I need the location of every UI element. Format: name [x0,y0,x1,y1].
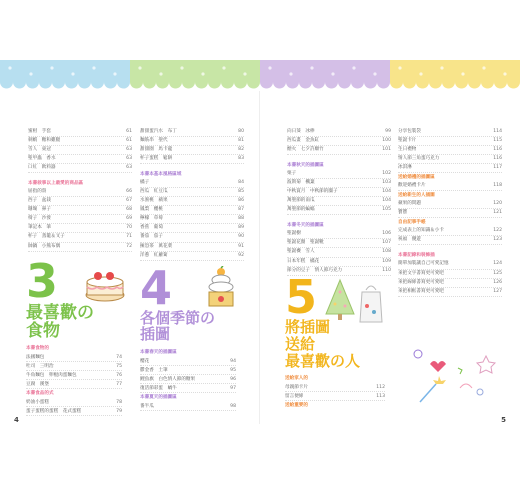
toc-entry[interactable] [26,407,122,416]
toc-entry[interactable] [398,155,502,164]
section-heading: 本書本基本風格區域 [140,172,182,178]
toc-entry-title: 杯子蛋糕 鬆餅 [140,156,173,162]
scallop-dot [201,72,204,75]
toc-entry[interactable] [28,137,132,146]
toc-entry-page: 114 [493,129,502,134]
toc-entry[interactable] [287,248,391,257]
toc-entry-title: 情人節三角蛋巧克力 [398,156,440,162]
toc-entry[interactable] [28,215,132,224]
toc-entry-page: 100 [382,138,391,144]
toc-entry[interactable] [140,224,244,233]
toc-entry-title: 麵筋串 聖代 [140,138,168,144]
section-heading: 送給新生的人插圖 [398,193,435,199]
toc-entry[interactable] [287,137,391,146]
toc-entry-page: 94 [230,358,236,364]
toc-entry[interactable] [140,243,244,252]
toc-entry[interactable] [140,137,244,146]
toc-entry-title: 杯子 蒸籠＆叉子 [28,234,65,240]
toc-entry-page: 79 [116,408,122,414]
toc-entry[interactable] [26,398,122,407]
toc-entry[interactable] [398,209,502,218]
toc-entry[interactable] [398,137,502,146]
toc-entry-page: 81 [238,138,244,144]
kagami-mochi-illustration [204,266,238,310]
toc-entry-page: 113 [376,393,385,399]
toc-entry[interactable] [287,170,391,179]
chapter-title-line2: 食物 [26,321,60,341]
toc-entry-title: 水蜜桃 蘋果 [140,198,168,204]
scallop-bump [481,76,494,89]
toc-entry[interactable] [140,366,236,375]
toc-entry-title: 橘子 [140,180,150,186]
toc-entry[interactable] [140,188,244,197]
scallop-dot [398,66,401,69]
scallop-band [0,60,520,100]
scallop-dot [461,72,464,75]
toc-entry-page: 89 [238,225,244,231]
scallop-bump [104,76,117,89]
toc-entry-page: 123 [493,237,502,243]
toc-entry-page: 104 [382,189,391,195]
scallop-bump [364,76,377,89]
toc-entry-title: 西瓜畫 金魚缸 [287,138,320,144]
scallop-dot [222,66,225,69]
section-heading: 本書春天的插圖區 [140,350,177,355]
toc-entry-page: 66 [126,189,132,195]
toc-entry-page: 74 [116,354,122,360]
toc-entry[interactable] [140,402,236,411]
section-heading: 本書冬天的插圖區 [287,223,324,229]
section-heading: 送給重要的 [285,403,308,409]
toc-entry-title: 波斯菊 楓葉 [287,180,315,186]
toc-entry-title: 日本年糕 橘花 [287,258,320,264]
scallop-dot [419,72,422,75]
scallop-bump [312,76,325,89]
scallop-dot [243,72,246,75]
toc-entry-title: 聖誕花圈 聖誕靴 [287,240,324,246]
toc-entry[interactable] [287,230,391,239]
scallop-dot [331,72,334,75]
toc-entry-page: 116 [493,156,502,162]
toc-entry[interactable] [26,353,122,362]
scallop-bump [429,76,442,89]
page-number-right: 5 [501,416,506,424]
toc-entry-page: 115 [493,138,502,144]
toc-entry-page: 82 [238,147,244,153]
toc-entry[interactable] [140,233,244,242]
toc-entry-page: 97 [230,385,236,391]
toc-entry-page: 61 [126,138,132,144]
chapter-title-line2: 插圖 [140,325,171,343]
toc-entry-page: 107 [382,240,391,246]
toc-entry-title: 母親節卡片 [285,385,308,391]
section-heading: 本書食物的 [26,346,49,351]
toc-entry-title: 刺蝟 糖和雞腿 [28,138,61,144]
toc-entry-page: 102 [382,171,391,177]
scallop-bump [182,76,195,89]
scallop-bump [13,76,26,89]
toc-entry-title: 蛋子蛋糕的蛋糕 花式蛋糕 [26,409,82,415]
scallop-dot [138,66,141,69]
toc-entry-title: 萬聖節的南瓜 [287,198,315,204]
scallop-bump [169,76,182,89]
toc-entry[interactable] [287,179,391,188]
chapter-number: 3 [26,254,59,308]
toc-entry-title: 向日葵 冰棒 [287,129,315,134]
toc-entry[interactable] [140,146,244,155]
toc-entry-title: 完成表上的知識＆小卡 [398,228,444,234]
toc-entry[interactable] [287,128,391,137]
scallop-dot [352,66,355,69]
scallop-bump [416,76,429,89]
toc-entry[interactable] [140,357,236,366]
scallop-bump [338,76,351,89]
scallop-bump [52,76,65,89]
toc-entry-page: 78 [116,399,122,405]
toc-entry-page: 112 [376,384,385,390]
section-heading: 本書敘事以上最愛的商品區 [28,181,84,187]
toc-entry-title: 歡迎婚禮卡片 [398,183,426,189]
toc-entry-page: 86 [238,198,244,204]
toc-entry[interactable] [28,243,132,252]
scallop-dot [310,66,313,69]
toc-entry-page: 67 [126,198,132,204]
toc-entry[interactable] [26,371,122,380]
toc-entry[interactable] [398,128,502,137]
scallop-bump [403,76,416,89]
scallop-bump [507,76,520,89]
toc-entry[interactable] [398,182,502,191]
toc-entry-title: 來把相框書寫更可愛吧 [398,288,444,294]
toc-entry[interactable] [398,279,502,288]
page-number-left: 4 [14,416,19,424]
scallop-bump [65,76,78,89]
toc-entry-title: 帥鍋 小熊布偶 [28,243,61,249]
toc-entry-page: 98 [230,403,236,409]
toc-column-3 [287,128,391,276]
toc-entry-title: 留言便條 [285,394,304,400]
toc-entry[interactable] [140,128,244,137]
tree-and-giftbag-illustration [322,278,386,326]
toc-entry[interactable] [398,236,502,245]
toc-entry-title: 香蕉 葡萄 [140,225,163,231]
scallop-dot [289,72,292,75]
scallop-dot [50,66,53,69]
toc-entry-page: 71 [126,234,132,240]
toc-entry-title: 櫻花 [140,359,150,365]
toc-entry-title: 蘋果的問題 [398,201,421,207]
scallop-bump [468,76,481,89]
toc-entry[interactable] [140,384,236,393]
toc-entry[interactable] [398,146,502,155]
toc-entry-title: 冰淇淋 [398,165,412,171]
gutter-divider [259,91,260,424]
scallop-bump [221,76,234,89]
scallop-dot [373,72,376,75]
toc-entry-title: 珊瑚 鼻子 [28,207,51,213]
toc-entry-page: 69 [126,216,132,222]
toc-column-1 [28,128,132,252]
toc-entry-page: 76 [116,372,122,378]
toc-entry-page: 122 [493,228,502,234]
decorative-doodles [410,348,500,418]
chapter-title-line3: 最喜歡の人 [285,352,361,370]
toc-entry-page: 103 [382,180,391,186]
toc-entry-page: 127 [493,288,502,294]
scallop-dot [92,66,95,69]
toc-entry-title: 番茄 茄子 [140,234,163,240]
toc-entry-page: 109 [382,258,391,264]
toc-entry-title: 筆記本 筆 [28,225,51,231]
toc-entry[interactable] [398,260,502,269]
toc-entry-page: 101 [382,147,391,153]
toc-entry[interactable] [140,215,244,224]
toc-entry-title: 西瓜 紅豆瓜 [140,189,168,195]
toc-entry-title: 聖誕樹 [287,231,301,237]
toc-entry[interactable] [28,128,132,137]
toc-entry-page: 70 [126,225,132,231]
toc-entry-title: 簡單加裝讓自己可愛記憶 [398,261,449,267]
toc-entry[interactable] [285,383,385,392]
cake-illustration [84,268,126,304]
scallop-bump [325,76,338,89]
toc-entry-page: 117 [493,165,502,171]
chapter-title-line1: 最喜歡の [26,303,94,323]
toc-entry[interactable] [398,270,502,279]
toc-entry-page: 83 [238,156,244,162]
scallop-dot [440,66,443,69]
toc-entry-title: 聖甲蟲 香水 [28,156,56,162]
toc-column-2 [140,128,244,261]
toc-entry-page: 106 [382,231,391,237]
toc-entry-page: 99 [385,129,391,134]
toc-entry-page: 105 [382,207,391,213]
toc-entry-page: 68 [126,207,132,213]
scallop-bump [377,76,390,89]
scallop-bump [286,76,299,89]
scallop-bump [494,76,507,89]
toc-entry-page: 88 [238,216,244,222]
scallop-dot [113,72,116,75]
toc-entry-title: 煙火 七夕許願竹 [287,147,324,153]
toc-entry-page: 96 [230,376,236,382]
scallop-bump [39,76,52,89]
toc-entry[interactable] [28,188,132,197]
toc-entry-title: 椅子 沙發 [28,216,51,222]
section-heading: 本書秋天的插圖區 [287,163,324,169]
scallop-bump [442,76,455,89]
toc-entry-title: 吐司 三明治 [26,364,54,370]
toc-entry[interactable] [140,375,236,384]
toc-entry[interactable] [140,197,244,206]
scallop-dot [180,66,183,69]
toc-entry-title: 來把線條書寫更可愛吧 [398,279,444,285]
toc-entry-title: 生日禮物 [398,147,417,153]
toc-entry-page: 84 [238,180,244,186]
toc-entry-page: 108 [382,249,391,255]
toc-entry-title: 雪人 東冠 [28,147,51,153]
toc-entry-page: 63 [126,147,132,153]
scallop-bump [260,76,273,89]
toc-entry-page: 90 [238,234,244,240]
toc-entry-title: 祝福 優遊 [398,237,421,243]
toc-entry-page: 120 [493,201,502,207]
toc-entry-title: 鳳梨 櫻桃 [140,207,163,213]
toc-entry[interactable] [287,206,391,215]
scallop-dot [71,72,74,75]
toc-entry-title: 牛角麵包 卵棍肉蛋麵包 [26,373,77,379]
toc-entry-page: 95 [230,367,236,373]
toc-entry[interactable] [28,206,132,215]
toc-entry-page: 116 [493,147,502,153]
toc-entry-title: 檸檬 草莓 [140,216,163,222]
toc-entry[interactable] [285,392,385,401]
scallop-bump [156,76,169,89]
toc-entry[interactable] [287,146,391,155]
toc-entry-page: 63 [126,156,132,162]
scallop-bump [299,76,312,89]
toc-entry-page: 61 [126,129,132,134]
toc-entry[interactable] [398,200,502,209]
toc-entry-title: 奶油小蛋糕 [26,400,49,406]
toc-entry-page: 121 [493,210,502,216]
toc-entry[interactable] [140,252,244,261]
toc-entry[interactable] [140,179,244,188]
toc-entry[interactable] [287,258,391,267]
scallop-dot [29,72,32,75]
toc-entry[interactable] [26,362,122,371]
toc-entry-page: 110 [382,267,391,273]
scallop-bump [273,76,286,89]
toc-entry-title: 蜜柑 手套 [28,129,51,134]
scallop-dot [503,72,506,75]
scallop-bump [390,76,403,89]
scallop-bump [143,76,156,89]
toc-entry[interactable] [398,227,502,236]
toc-entry-title: 鯉魚旗 白色情人節的糖果 [140,377,196,383]
toc-entry-title: 聖誕襪 雪人 [287,249,315,255]
toc-entry-title: 復活節彩蛋 蝸牛 [140,386,177,392]
toc-entry-title: 屈指的殼 [28,189,47,195]
toc-entry-title: 洋蔥 紅蘿蔔 [140,252,168,258]
scallop-bump [455,76,468,89]
toc-entry-page: 77 [116,381,122,387]
toc-entry[interactable] [28,224,132,233]
toc-entry-page: 124 [493,261,502,267]
toc-entry-title: 萬聖節的蝙蝠 [287,207,315,213]
toc-entry-title: 鬱金香 土筆 [140,368,168,374]
toc-entry-page: 118 [493,183,502,189]
toc-entry-page: 63 [126,165,132,171]
toc-entry-title: 甜甜圈 馬卡龍 [140,147,173,153]
toc-entry-title: 寶寶 [398,210,408,216]
scallop-dot [8,66,11,69]
toc-entry[interactable] [140,155,244,164]
toc-entry-page: 75 [116,363,122,369]
toc-entry-title: 法國麵包 [26,355,45,361]
scallop-dot [159,72,162,75]
toc-entry-page: 72 [126,243,132,249]
scallop-bump [26,76,39,89]
toc-entry-page: 85 [238,189,244,195]
scallop-bump [91,76,104,89]
toc-entry[interactable] [28,197,132,206]
chapter-title-line2: 送給 [285,335,316,353]
section-heading: 送給家人的 [285,376,308,381]
toc-entry[interactable] [287,239,391,248]
scallop-bump [78,76,91,89]
section-heading: 自由記事手帳 [398,220,426,226]
toc-entry[interactable] [398,288,502,297]
toc-entry-page: 126 [493,279,502,285]
toc-entry-page: 125 [493,270,502,276]
chapter-title-line1: 各個季節の [140,309,216,327]
section-heading: 送給婚禮的插圖區 [398,175,435,181]
toc-entry-title: 來把文字書寫更可愛吧 [398,270,444,276]
scallop-dot [268,66,271,69]
toc-entry-title: 栗子 [287,171,297,177]
chapter-number: 5 [285,270,318,324]
toc-entry-page: 104 [382,198,391,204]
toc-entry-title: 甜甜蛋汽水 布丁 [140,129,177,134]
toc-entry-page: 80 [238,129,244,134]
toc-entry[interactable] [140,206,244,215]
toc-entry-title: 節分的豆子 情人節巧克力 [287,267,343,273]
toc-entry[interactable] [28,233,132,242]
toc-entry[interactable] [28,155,132,164]
scallop-bump [351,76,364,89]
toc-entry-title: 聖誕卡片 [398,138,417,144]
scallop-bump [247,76,260,89]
chapter-number: 4 [140,261,173,315]
toc-column-4 [398,128,502,297]
scallop-bump [195,76,208,89]
section-heading: 本書食品的式 [26,391,54,397]
toc-entry-title: 豆腐 漢堡 [26,382,49,388]
toc-entry[interactable] [398,164,502,173]
toc-entry[interactable] [26,380,122,389]
toc-entry[interactable] [287,197,391,206]
toc-entry[interactable] [28,164,132,173]
scallop-bump [208,76,221,89]
section-heading: 本書夏天的插圖區 [140,395,177,401]
toc-entry-title: 擁恐茶 萬花菜 [140,243,173,249]
scallop-bump [0,76,13,89]
toc-entry-title: 口紅 飲料器 [28,165,56,171]
section-heading: 本書記錄和裝飾插 [398,253,435,259]
toc-entry-title: 中秋賞月 中秋節的團子 [287,189,338,195]
chapter-title-line1: 將插圖 [285,318,331,336]
scallop-bump [234,76,247,89]
toc-entry[interactable] [287,188,391,197]
scallop-bump [130,76,143,89]
toc-entry[interactable] [28,146,132,155]
scallop-dot [482,66,485,69]
toc-entry-page: 92 [238,252,244,258]
toc-entry-title: 西子 盆栽 [28,198,51,204]
toc-entry-title: 番半瓜 [140,404,154,410]
toc-entry-page: 91 [238,243,244,249]
scallop-bump [117,76,130,89]
toc-entry-page: 87 [238,207,244,213]
toc-entry-title: 分享包裝袋 [398,129,421,134]
